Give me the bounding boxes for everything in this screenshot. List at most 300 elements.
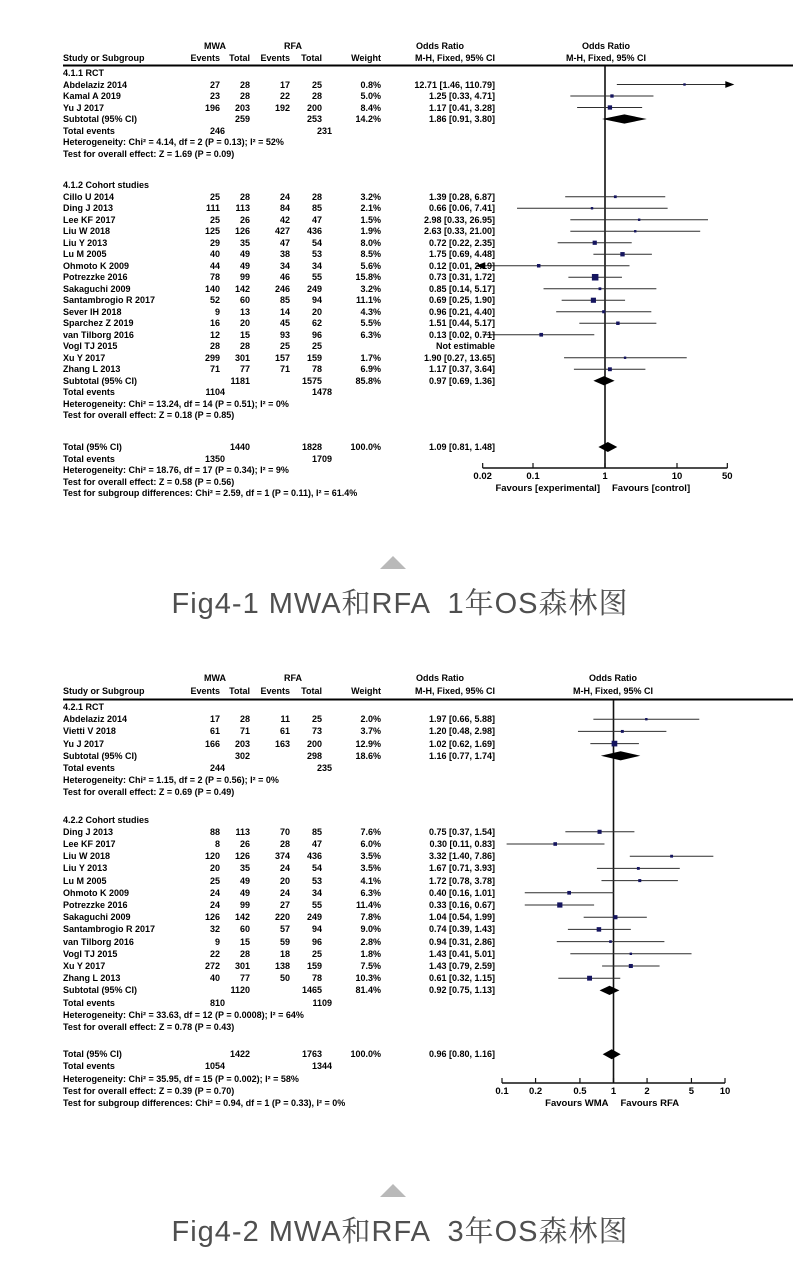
study-events-mwa: 32	[209, 924, 220, 935]
stat-note: Heterogeneity: Chi² = 35.95, df = 15 (P = 0.002); I² = 58%	[63, 1073, 299, 1084]
grand-total-label: Total (95% CI)	[63, 1049, 122, 1060]
study-total-mwa: 26	[239, 214, 250, 225]
study-total-mwa: 203	[234, 102, 250, 113]
study-events-rfa: 374	[274, 851, 290, 862]
axis-tick-label: 0.02	[473, 471, 492, 482]
study-events-rfa: 71	[279, 364, 290, 375]
study-total-mwa: 28	[239, 948, 250, 959]
col-header-total-rfa: Total	[301, 52, 322, 63]
study-events-rfa: 24	[279, 191, 290, 202]
study-weight: 7.5%	[360, 961, 381, 971]
study-name: Abdelaziz 2014	[63, 714, 128, 725]
study-events-rfa: 163	[274, 738, 290, 749]
study-total-rfa: 94	[311, 295, 322, 306]
total-events-mwa: 244	[209, 763, 225, 773]
or-column-header: Odds Ratio	[415, 673, 465, 683]
study-total-mwa: 20	[239, 318, 250, 329]
study-weight: 7.6%	[360, 826, 381, 837]
study-events-mwa: 9	[214, 936, 220, 947]
axis-tick-label: 0.1	[495, 1086, 509, 1097]
study-events-rfa: 138	[274, 961, 290, 971]
subtotal-ci: 0.92 [0.75, 1.13]	[428, 985, 495, 996]
favours-left-label: Favours [experimental]	[495, 482, 600, 494]
study-name: Sakaguchi 2009	[63, 912, 131, 923]
study-total-rfa: 78	[311, 364, 322, 375]
study-events-rfa: 46	[279, 272, 290, 283]
col-header-ci: M-H, Fixed, 95% CI	[414, 685, 495, 696]
study-name: Vogl TJ 2015	[63, 948, 118, 959]
section-title: 4.2.2 Cohort studies	[63, 814, 150, 825]
study-events-rfa: 20	[279, 875, 290, 886]
study-weight: 1.7%	[360, 352, 381, 363]
study-total-mwa: 99	[239, 272, 250, 283]
study-events-mwa: 23	[209, 91, 220, 101]
total-events-label: Total events	[63, 763, 115, 773]
study-events-mwa: 24	[209, 900, 220, 910]
plot-header-ci: M-H, Fixed, 95% CI	[565, 52, 647, 63]
study-total-rfa: 34	[311, 260, 322, 271]
study-name: Zhang L 2013	[63, 973, 121, 984]
study-name: Abdelaziz 2014	[63, 79, 128, 90]
study-events-mwa: 120	[204, 851, 220, 862]
study-events-mwa: 28	[209, 341, 220, 352]
stat-note: Test for overall effect: Z = 0.78 (P = 0.43)	[63, 1022, 235, 1032]
study-name: Liu Y 2013	[63, 863, 108, 874]
study-total-rfa: 20	[311, 306, 322, 317]
grand-total-weight: 100.0%	[350, 442, 381, 452]
favours-right-label: Favours [control]	[612, 482, 691, 494]
study-weight: 1.9%	[360, 226, 381, 237]
study-total-mwa: 142	[234, 912, 250, 923]
col-header-ci: M-H, Fixed, 95% CI	[414, 52, 495, 63]
study-ci-text: 1.43 [0.41, 5.01]	[428, 948, 495, 959]
study-events-rfa: 11	[280, 714, 290, 725]
study-ci-text: 1.02 [0.62, 1.69]	[428, 738, 495, 749]
col-header-events-mwa: Events	[190, 685, 220, 696]
grand-total-total-rfa: 1828	[301, 442, 322, 452]
study-events-mwa: 111	[205, 203, 220, 214]
study-total-mwa: 49	[239, 260, 250, 271]
study-total-mwa: 35	[239, 863, 250, 874]
study-total-mwa: 28	[239, 714, 250, 725]
study-events-rfa: 42	[279, 214, 290, 225]
study-events-rfa: 220	[274, 912, 290, 923]
stat-note: Heterogeneity: Chi² = 33.63, df = 12 (P = 0.0008); I² = 64%	[63, 1009, 304, 1020]
total-events-rfa: 231	[316, 125, 332, 136]
study-events-rfa: 85	[279, 295, 290, 306]
study-total-rfa: 53	[311, 249, 322, 260]
study-events-rfa: 84	[279, 203, 290, 214]
axis-tick-label: 1	[602, 471, 608, 482]
axis-tick-label: 50	[722, 471, 733, 482]
subtotal-label: Subtotal (95% CI)	[63, 750, 138, 761]
subtotal-label: Subtotal (95% CI)	[63, 985, 138, 996]
study-events-rfa: 24	[279, 863, 290, 874]
study-ci-text: 1.04 [0.54, 1.99]	[428, 912, 495, 923]
study-events-mwa: 78	[209, 272, 220, 283]
study-total-rfa: 159	[306, 352, 322, 363]
study-name: Xu Y 2017	[63, 352, 106, 363]
study-weight: 6.3%	[360, 887, 381, 898]
study-total-mwa: 142	[234, 283, 250, 294]
subtotal-total-rfa: 1465	[301, 985, 322, 996]
total-events-label: Total events	[63, 125, 115, 136]
study-total-mwa: 28	[239, 91, 250, 101]
study-events-rfa: 192	[274, 102, 290, 113]
study-total-rfa: 25	[311, 79, 322, 90]
study-ci-text: 1.90 [0.27, 13.65]	[423, 352, 495, 363]
study-total-rfa: 436	[306, 226, 322, 237]
study-weight: 6.9%	[360, 364, 381, 375]
study-events-rfa: 34	[279, 260, 290, 271]
study-events-rfa: 47	[279, 237, 290, 248]
study-events-mwa: 299	[204, 352, 220, 363]
study-total-mwa: 49	[239, 887, 250, 898]
study-ci-text: 1.43 [0.79, 2.59]	[428, 961, 495, 971]
col-header-events-mwa: Events	[190, 52, 220, 63]
grand-total-ci: 0.96 [0.80, 1.16]	[428, 1049, 495, 1060]
study-ci-text: 0.33 [0.16, 0.67]	[428, 900, 495, 910]
study-weight: 5.0%	[360, 91, 381, 101]
group-header-mwa: MWA	[204, 41, 226, 51]
study-weight: 1.5%	[360, 214, 381, 225]
study-events-mwa: 25	[209, 191, 220, 202]
study-events-mwa: 71	[209, 364, 220, 375]
subtotal-weight: 18.6%	[355, 750, 381, 761]
subtotal-label: Subtotal (95% CI)	[63, 375, 138, 386]
study-events-rfa: 427	[274, 226, 290, 237]
grand-total-total-mwa: 1440	[229, 442, 250, 452]
study-weight: 3.2%	[360, 191, 381, 202]
study-ci-text: 12.71 [1.46, 110.79]	[414, 79, 495, 90]
study-total-rfa: 54	[311, 237, 322, 248]
study-total-mwa: 113	[235, 826, 250, 837]
study-weight: 7.8%	[360, 912, 381, 923]
study-name: Sparchez Z 2019	[63, 318, 134, 329]
study-events-mwa: 24	[209, 887, 220, 898]
study-name: van Tilborg 2016	[63, 936, 134, 947]
study-ci-text: 0.13 [0.02, 0.71]	[428, 329, 495, 340]
favours-left-label: Favours WMA	[545, 1097, 609, 1109]
subtotal-total-rfa: 253	[306, 114, 322, 124]
study-events-mwa: 9	[214, 306, 220, 317]
study-name: Cillo U 2014	[63, 191, 115, 202]
study-ci-text: 1.25 [0.33, 4.71]	[428, 91, 495, 101]
study-total-mwa: 49	[239, 875, 250, 886]
study-ci-text: 1.72 [0.78, 3.78]	[428, 875, 495, 886]
study-weight: 0.8%	[360, 79, 381, 90]
study-events-mwa: 52	[209, 295, 220, 306]
axis-tick-label: 0.5	[573, 1086, 587, 1097]
study-total-mwa: 28	[239, 191, 250, 202]
figure1-caption: Fig4-1 MWA和RFA 1年OS森林图	[171, 588, 629, 620]
study-events-mwa: 20	[209, 863, 220, 874]
study-events-rfa: 18	[279, 948, 290, 959]
study-name: Santambrogio R 2017	[63, 924, 156, 935]
col-header-study: Study or Subgroup	[63, 52, 145, 63]
study-ci-text: 0.30 [0.11, 0.83]	[429, 839, 495, 849]
study-weight: 3.5%	[360, 851, 381, 862]
grand-total-ci: 1.09 [0.81, 1.48]	[428, 442, 495, 452]
study-total-mwa: 77	[239, 364, 250, 375]
study-total-rfa: 62	[311, 318, 322, 329]
study-events-mwa: 88	[209, 826, 220, 837]
subtotal-total-mwa: 302	[234, 750, 250, 761]
study-total-rfa: 55	[311, 272, 322, 283]
study-ci-text: 1.51 [0.44, 5.17]	[428, 318, 495, 329]
study-weight: 15.8%	[355, 272, 381, 283]
study-name: Ohmoto K 2009	[63, 887, 130, 898]
or-plot-header: Odds Ratio	[581, 41, 631, 51]
subtotal-total-mwa: 1181	[230, 375, 250, 386]
study-total-rfa: 28	[311, 91, 322, 101]
study-name: Vogl TJ 2015	[63, 341, 118, 352]
total-events-mwa: 810	[209, 997, 225, 1008]
study-name: Yu J 2017	[63, 738, 105, 749]
study-total-mwa: 203	[234, 738, 250, 749]
study-events-mwa: 44	[209, 260, 220, 271]
group-header-mwa: MWA	[204, 673, 226, 683]
study-total-mwa: 35	[239, 237, 250, 248]
study-total-mwa: 13	[239, 306, 250, 317]
study-weight: 2.0%	[360, 714, 381, 725]
section-title: 4.2.1 RCT	[63, 702, 105, 712]
study-weight: 8.5%	[360, 249, 381, 260]
collapse-triangle-icon	[380, 1184, 406, 1197]
study-total-rfa: 85	[311, 826, 322, 837]
study-weight: 8.4%	[360, 102, 381, 113]
study-name: van Tilborg 2016	[63, 329, 134, 340]
subtotal-ci: 0.97 [0.69, 1.36]	[428, 375, 495, 386]
study-ci-text: 1.17 [0.37, 3.64]	[428, 364, 495, 375]
col-header-total-mwa: Total	[229, 52, 250, 63]
study-weight: 11.4%	[355, 900, 381, 910]
study-weight: 3.5%	[360, 863, 381, 874]
total-events-rfa: 1709	[311, 453, 332, 464]
axis-tick-label: 10	[671, 471, 683, 482]
stat-note: Test for subgroup differences: Chi² = 0.94, df = 1 (P = 0.33), I² = 0%	[63, 1098, 346, 1108]
study-total-rfa: 96	[311, 329, 322, 340]
study-total-mwa: 113	[235, 203, 250, 214]
section-title: 4.1.2 Cohort studies	[63, 180, 150, 191]
axis-tick-label: 0.1	[526, 471, 540, 482]
study-weight: 10.3%	[355, 973, 381, 984]
study-ci-text: 1.17 [0.41, 3.28]	[428, 102, 495, 113]
study-name: Kamal A 2019	[63, 91, 121, 101]
study-name: Lu M 2005	[63, 875, 107, 886]
study-ci-text: 0.61 [0.32, 1.15]	[428, 973, 495, 984]
study-ci-text: Not estimable	[435, 341, 495, 352]
study-ci-text: 1.75 [0.69, 4.48]	[428, 249, 495, 260]
study-total-rfa: 25	[311, 341, 322, 352]
stat-note: Test for overall effect: Z = 0.39 (P = 0.70)	[63, 1085, 235, 1096]
grand-total-label: Total (95% CI)	[63, 442, 122, 452]
study-name: Sakaguchi 2009	[63, 283, 131, 294]
subtotal-weight: 81.4%	[355, 985, 381, 996]
study-total-rfa: 85	[311, 203, 322, 214]
study-total-rfa: 25	[311, 948, 322, 959]
study-ci-text: 3.32 [1.40, 7.86]	[428, 851, 495, 862]
study-ci-text: 0.66 [0.06, 7.41]	[428, 203, 495, 214]
study-total-rfa: 436	[306, 851, 322, 862]
study-name: Santambrogio R 2017	[63, 295, 156, 306]
subtotal-total-mwa: 1120	[230, 985, 250, 996]
study-events-mwa: 17	[209, 714, 220, 725]
study-ci-text: 1.67 [0.71, 3.93]	[428, 863, 495, 874]
study-ci-text: 1.39 [0.28, 6.87]	[428, 191, 495, 202]
study-ci-text: 0.73 [0.31, 1.72]	[428, 272, 495, 283]
col-header-total-mwa: Total	[229, 685, 250, 696]
study-ci-text: 0.12 [0.01, 2.19]	[428, 260, 495, 271]
study-name: Liu W 2018	[63, 226, 111, 237]
study-total-rfa: 200	[306, 102, 322, 113]
total-events-rfa: 1344	[311, 1061, 332, 1072]
stat-note: Test for overall effect: Z = 0.58 (P = 0.56)	[63, 476, 235, 487]
study-events-mwa: 272	[204, 961, 220, 971]
stat-note: Test for subgroup differences: Chi² = 2.59, df = 1 (P = 0.11), I² = 61.4%	[63, 488, 358, 498]
axis-tick-label: 2	[644, 1086, 650, 1097]
study-name: Ohmoto K 2009	[63, 260, 130, 271]
study-name: Potrezzke 2016	[63, 272, 128, 283]
col-header-events-rfa: Events	[260, 52, 290, 63]
subtotal-weight: 14.2%	[355, 114, 381, 124]
study-total-mwa: 301	[234, 352, 250, 363]
study-total-mwa: 301	[234, 961, 250, 971]
grand-total-weight: 100.0%	[350, 1049, 381, 1060]
study-name: Ding J 2013	[63, 203, 114, 214]
study-name: Vietti V 2018	[63, 726, 116, 737]
study-total-rfa: 53	[311, 875, 322, 886]
study-total-rfa: 249	[306, 283, 322, 294]
study-weight: 3.2%	[360, 283, 381, 294]
study-events-rfa: 45	[279, 318, 290, 329]
study-weight: 2.8%	[360, 936, 381, 947]
study-ci-text: 0.96 [0.21, 4.40]	[428, 306, 495, 317]
study-events-mwa: 40	[209, 973, 220, 984]
total-events-mwa: 1054	[204, 1061, 225, 1072]
study-ci-text: 0.74 [0.39, 1.43]	[428, 924, 495, 935]
study-total-rfa: 78	[311, 973, 322, 984]
study-events-mwa: 125	[204, 226, 220, 237]
stat-note: Heterogeneity: Chi² = 1.15, df = 2 (P = 0.56); I² = 0%	[63, 775, 279, 786]
stat-note: Heterogeneity: Chi² = 18.76, df = 17 (P = 0.34); I² = 9%	[63, 465, 289, 475]
study-events-rfa: 59	[279, 936, 290, 947]
study-events-rfa: 25	[279, 341, 290, 352]
study-weight: 4.3%	[360, 306, 381, 317]
collapse-triangle-icon	[380, 556, 406, 569]
study-total-rfa: 34	[311, 887, 322, 898]
total-events-mwa: 1104	[205, 387, 225, 398]
study-weight: 1.8%	[360, 948, 381, 959]
study-total-mwa: 49	[239, 249, 250, 260]
study-name: Potrezzke 2016	[63, 900, 128, 910]
study-weight: 11.1%	[355, 295, 381, 306]
study-total-mwa: 15	[239, 936, 250, 947]
study-events-mwa: 8	[214, 839, 220, 849]
total-events-label: Total events	[63, 997, 115, 1008]
study-name: Liu Y 2013	[63, 237, 108, 248]
study-events-rfa: 246	[274, 283, 290, 294]
study-weight: 6.0%	[360, 839, 381, 849]
study-name: Lee KF 2017	[63, 214, 116, 225]
total-events-rfa: 1109	[312, 997, 332, 1008]
study-name: Zhang L 2013	[63, 364, 121, 375]
study-ci-text: 0.85 [0.14, 5.17]	[428, 283, 495, 294]
study-name: Xu Y 2017	[63, 961, 106, 971]
study-ci-text: 0.94 [0.31, 2.86]	[428, 936, 495, 947]
grand-total-total-rfa: 1763	[301, 1049, 322, 1060]
study-events-rfa: 61	[279, 726, 290, 737]
study-events-rfa: 93	[279, 329, 290, 340]
study-events-rfa: 14	[279, 306, 290, 317]
study-weight: 3.7%	[360, 726, 381, 737]
stat-note: Test for overall effect: Z = 0.18 (P = 0.85)	[63, 410, 235, 421]
study-events-rfa: 24	[279, 887, 290, 898]
col-header-events-rfa: Events	[260, 685, 290, 696]
study-ci-text: 0.40 [0.16, 1.01]	[428, 887, 495, 898]
study-total-rfa: 55	[311, 900, 322, 910]
group-header-rfa: RFA	[284, 673, 302, 683]
total-events-rfa: 1478	[311, 387, 332, 398]
study-weight: 9.0%	[360, 924, 381, 935]
study-total-rfa: 25	[311, 714, 322, 725]
study-events-mwa: 166	[204, 738, 220, 749]
group-header-rfa: RFA	[284, 41, 302, 51]
study-ci-text: 0.69 [0.25, 1.90]	[428, 295, 495, 306]
study-weight: 6.3%	[360, 329, 381, 340]
study-total-rfa: 96	[311, 936, 322, 947]
study-ci-text: 2.98 [0.33, 26.95]	[423, 214, 495, 225]
study-total-mwa: 26	[239, 839, 250, 849]
stat-note: Test for overall effect: Z = 1.69 (P = 0.09)	[63, 148, 235, 159]
grand-total-total-mwa: 1422	[229, 1049, 250, 1060]
subtotal-ci: 1.86 [0.91, 3.80]	[428, 114, 495, 124]
study-events-rfa: 38	[279, 249, 290, 260]
study-total-rfa: 28	[311, 191, 322, 202]
stat-note: Test for overall effect: Z = 0.69 (P = 0.49)	[63, 787, 235, 798]
study-total-mwa: 28	[239, 341, 250, 352]
col-header-study: Study or Subgroup	[63, 685, 145, 696]
col-header-total-rfa: Total	[301, 685, 322, 696]
study-total-mwa: 126	[234, 226, 250, 237]
axis-tick-label: 0.2	[528, 1086, 543, 1097]
total-events-rfa: 235	[316, 763, 332, 773]
or-column-header: Odds Ratio	[415, 41, 465, 51]
study-total-mwa: 15	[239, 329, 250, 340]
subtotal-total-rfa: 298	[306, 750, 322, 761]
study-total-rfa: 73	[311, 726, 322, 737]
total-events-label: Total events	[63, 453, 115, 464]
study-total-mwa: 77	[239, 973, 250, 984]
axis-tick-label: 5	[688, 1086, 695, 1097]
subtotal-ci: 1.16 [0.77, 1.74]	[428, 750, 495, 761]
total-events-label: Total events	[63, 387, 115, 398]
study-events-mwa: 25	[209, 875, 220, 886]
study-name: Sever IH 2018	[63, 306, 122, 317]
study-events-mwa: 61	[209, 726, 220, 737]
study-weight: 5.5%	[360, 318, 381, 329]
study-name: Lee KF 2017	[63, 839, 116, 849]
study-ci-text: 2.63 [0.33, 21.00]	[423, 226, 495, 237]
study-events-mwa: 12	[209, 329, 220, 340]
col-header-weight: Weight	[351, 685, 381, 696]
study-weight: 12.9%	[355, 738, 381, 749]
axis-tick-label: 10	[719, 1086, 731, 1097]
stat-note: Heterogeneity: Chi² = 13.24, df = 14 (P = 0.51); I² = 0%	[63, 398, 289, 409]
study-weight: 8.0%	[360, 237, 381, 248]
study-events-rfa: 50	[279, 973, 290, 984]
total-events-mwa: 246	[209, 125, 225, 136]
